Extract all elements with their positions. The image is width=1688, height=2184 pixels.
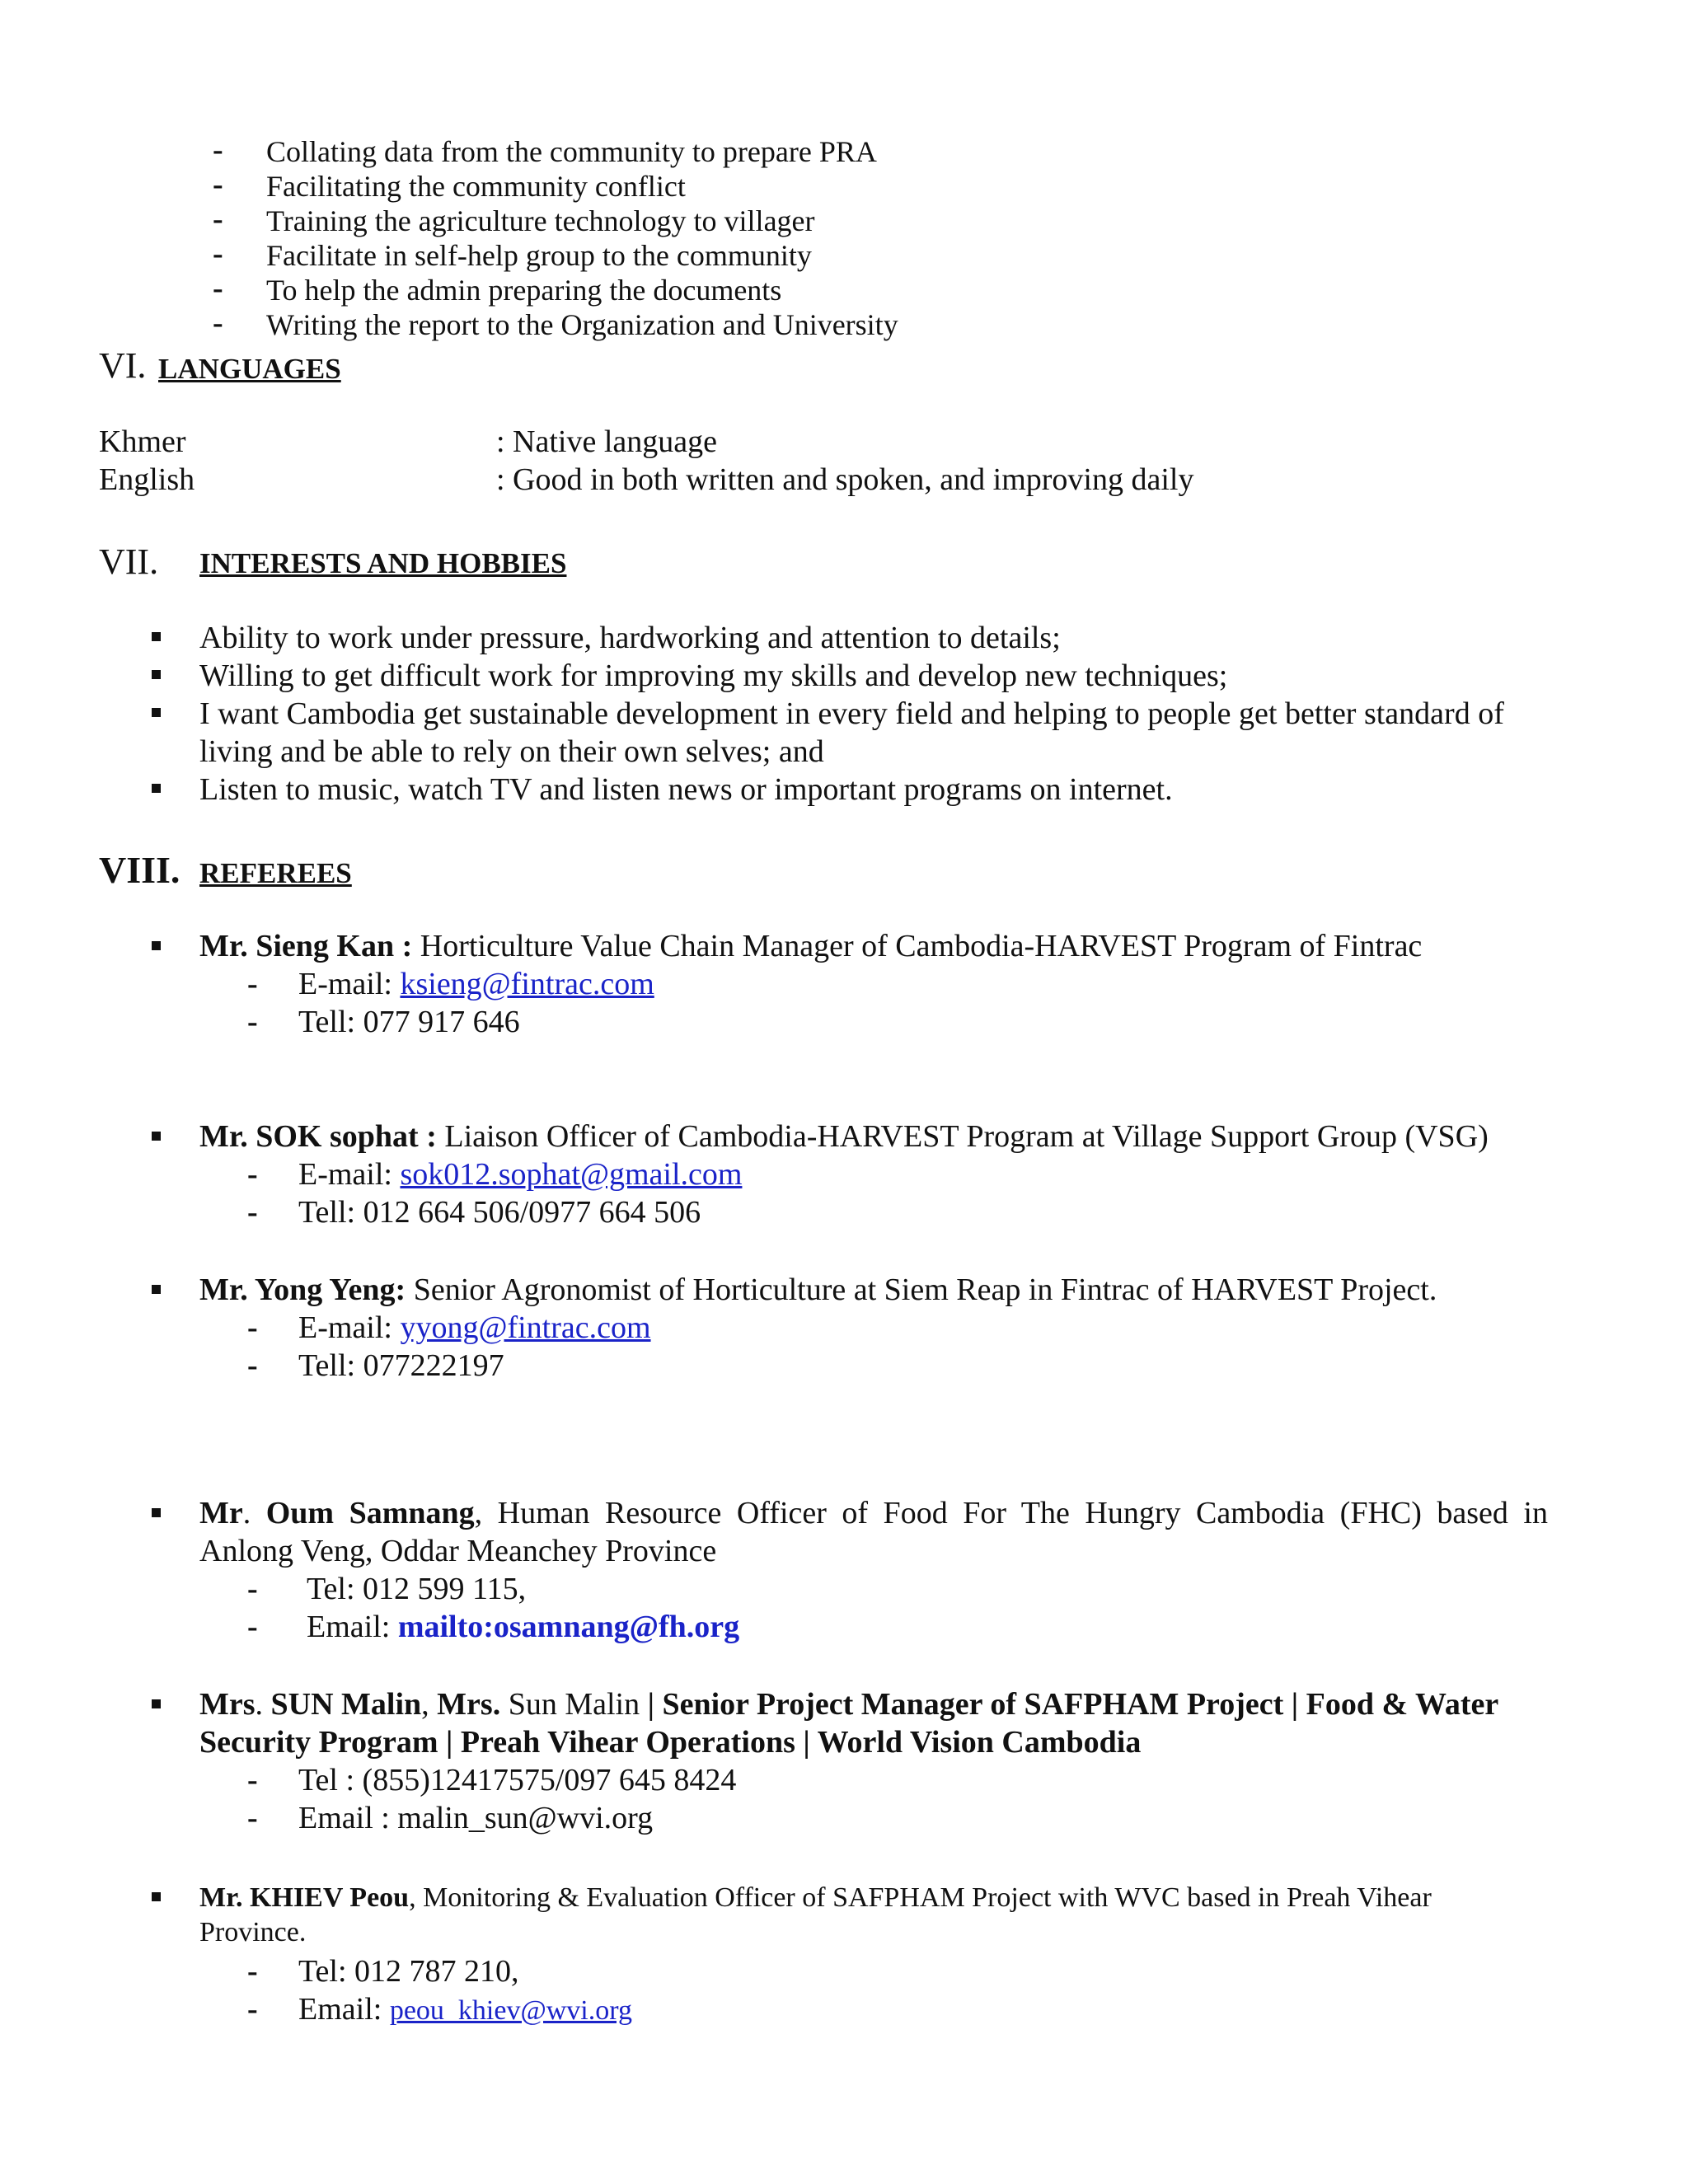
referee-2	[199, 1118, 1489, 1155]
referee-5	[199, 1686, 1498, 1722]
section-title: LANGUAGES	[158, 353, 341, 385]
referee-4	[199, 1495, 1548, 1531]
referee-email-line	[298, 1991, 632, 2027]
referee-email-line	[298, 1310, 651, 1346]
dash-bullet: -	[213, 271, 223, 306]
interest-item: I want Cambodia get sustainable development in every field and helping to people get better standard of	[199, 696, 1504, 731]
square-bullet-icon	[152, 941, 161, 950]
duty-item: Training the agriculture technology to villager	[266, 204, 815, 237]
referee-description: , Human Resource Officer of Food For The Hungry Cambodia (FHC) based in	[474, 1496, 1548, 1530]
section-number: VII.	[99, 541, 159, 582]
dash-bullet: -	[213, 202, 223, 237]
email-link[interactable]: sok012.sophat@gmail.com	[400, 1157, 743, 1192]
referee-email: Email : malin_sun@wvi.org	[298, 1801, 654, 1835]
language-name: Khmer	[99, 424, 186, 459]
dash-bullet: -	[247, 1310, 258, 1345]
square-bullet-icon	[152, 708, 161, 717]
interest-item: Ability to work under pressure, hardworking and attention to details;	[199, 621, 1061, 655]
referee-name: Mr. SOK sophat :	[199, 1119, 437, 1154]
section-number: VIII.	[99, 849, 181, 891]
dash-bullet: -	[213, 306, 223, 340]
email-label: E-mail:	[298, 1310, 401, 1345]
interest-item: Listen to music, watch TV and listen news or important programs on internet.	[199, 772, 1173, 807]
dash-bullet: -	[213, 167, 223, 202]
referee-name: SUN Malin	[270, 1687, 422, 1722]
referee-6	[199, 1882, 1432, 1914]
dash-bullet: -	[247, 1763, 258, 1797]
interest-item-continued: living and be able to rely on their own selves; and	[199, 734, 824, 769]
referee-tel: Tel: 012 599 115,	[307, 1572, 527, 1606]
referee-email-line	[298, 1156, 742, 1193]
referee-description: Horticulture Value Chain Manager of Cambodia-HARVEST Program of Fintrac	[412, 929, 1423, 963]
referee-email-line	[298, 966, 654, 1002]
dash-bullet: -	[247, 1954, 258, 1989]
referee-tel: Tell: 012 664 506/0977 664 506	[298, 1195, 701, 1230]
referee-tel: Tell: 077 917 646	[298, 1005, 520, 1039]
referee-description: Senior Agronomist of Horticulture at Siem Reap in Fintrac of HARVEST Project.	[406, 1272, 1437, 1307]
section-number: VI.	[99, 345, 147, 386]
email-link[interactable]: peou_khiev@wvi.org	[389, 1995, 632, 2026]
email-link[interactable]: yyong@fintrac.com	[400, 1310, 651, 1345]
square-bullet-icon	[152, 1285, 161, 1294]
dash-bullet: -	[247, 1801, 258, 1835]
language-level: : Native language	[496, 424, 718, 459]
dash-bullet: -	[247, 1005, 258, 1039]
referee-name: Mr. KHIEV Peou	[199, 1882, 410, 1913]
duty-item: Facilitating the community conflict	[266, 170, 686, 203]
duty-item: Writing the report to the Organization and University	[266, 308, 898, 341]
separator: ,	[421, 1687, 438, 1722]
square-bullet-icon	[152, 1508, 161, 1517]
referee-1	[199, 928, 1422, 964]
referee-tel: Tell: 077222197	[298, 1348, 504, 1383]
dash-bullet: -	[247, 967, 258, 1001]
dash-bullet: -	[247, 1195, 258, 1230]
square-bullet-icon	[152, 1132, 161, 1141]
referee-description-continued: Province.	[199, 1917, 307, 1947]
section-title: REFEREES	[199, 857, 352, 889]
dash-bullet: -	[247, 1992, 258, 2027]
duty-item: Collating data from the community to prepare PRA	[266, 135, 877, 168]
referee-description: Liaison Officer of Cambodia-HARVEST Program at Village Support Group (VSG)	[436, 1119, 1489, 1154]
square-bullet-icon	[152, 632, 161, 641]
square-bullet-icon	[152, 784, 161, 793]
referee-title: Mrs	[199, 1687, 256, 1722]
referee-description: | Senior Project Manager of SAFPHAM Project | Food & Water	[647, 1687, 1499, 1722]
referee-name: Oum Samnang	[265, 1496, 475, 1530]
referee-3	[199, 1272, 1437, 1308]
email-label: Email:	[298, 1992, 390, 2027]
referee-name: Mr. Sieng Kan :	[199, 929, 413, 963]
square-bullet-icon	[152, 1892, 161, 1901]
duty-item: Facilitate in self-help group to the community	[266, 239, 812, 272]
referee-description-continued: Security Program | Preah Vihear Operations | World Vision Cambodia	[199, 1725, 1142, 1760]
email-link[interactable]: mailto:osamnang@fh.org	[397, 1610, 740, 1644]
dash-bullet: -	[247, 1572, 258, 1606]
referee-email-line	[307, 1609, 739, 1645]
referee-name: Mr. Yong Yeng:	[199, 1272, 406, 1307]
referee-dot: .	[255, 1687, 264, 1722]
referee-description-continued: Anlong Veng, Oddar Meanchey Province	[199, 1534, 717, 1568]
square-bullet-icon	[152, 1699, 161, 1708]
referee-dot: .	[242, 1496, 251, 1530]
dash-bullet: -	[247, 1157, 258, 1192]
dash-bullet: -	[247, 1610, 258, 1644]
section-title: INTERESTS AND HOBBIES	[199, 547, 567, 579]
language-level: : Good in both written and spoken, and improving daily	[496, 462, 1194, 497]
square-bullet-icon	[152, 670, 161, 679]
referee-tel: Tel: 012 787 210,	[298, 1954, 519, 1989]
dash-bullet: -	[213, 237, 223, 271]
referee-title: Mr	[199, 1496, 243, 1530]
email-label: E-mail:	[298, 967, 401, 1001]
dash-bullet: -	[247, 1348, 258, 1383]
referee-tel: Tel : (855)12417575/097 645 8424	[298, 1763, 737, 1797]
referee-description: , Monitoring & Evaluation Officer of SAFPHAM Project with WVC based in Preah Vihear	[409, 1882, 1432, 1913]
language-name: English	[99, 462, 195, 497]
referee-name-2: Sun Malin	[500, 1687, 648, 1722]
email-label: Email:	[307, 1610, 398, 1644]
email-label: E-mail:	[298, 1157, 401, 1192]
dash-bullet: -	[213, 133, 223, 167]
duty-item: To help the admin preparing the documents	[266, 274, 782, 307]
interest-item: Willing to get difficult work for improving my skills and develop new techniques;	[199, 658, 1228, 693]
referee-title-2: Mrs.	[437, 1687, 501, 1722]
email-link[interactable]: ksieng@fintrac.com	[400, 967, 654, 1001]
